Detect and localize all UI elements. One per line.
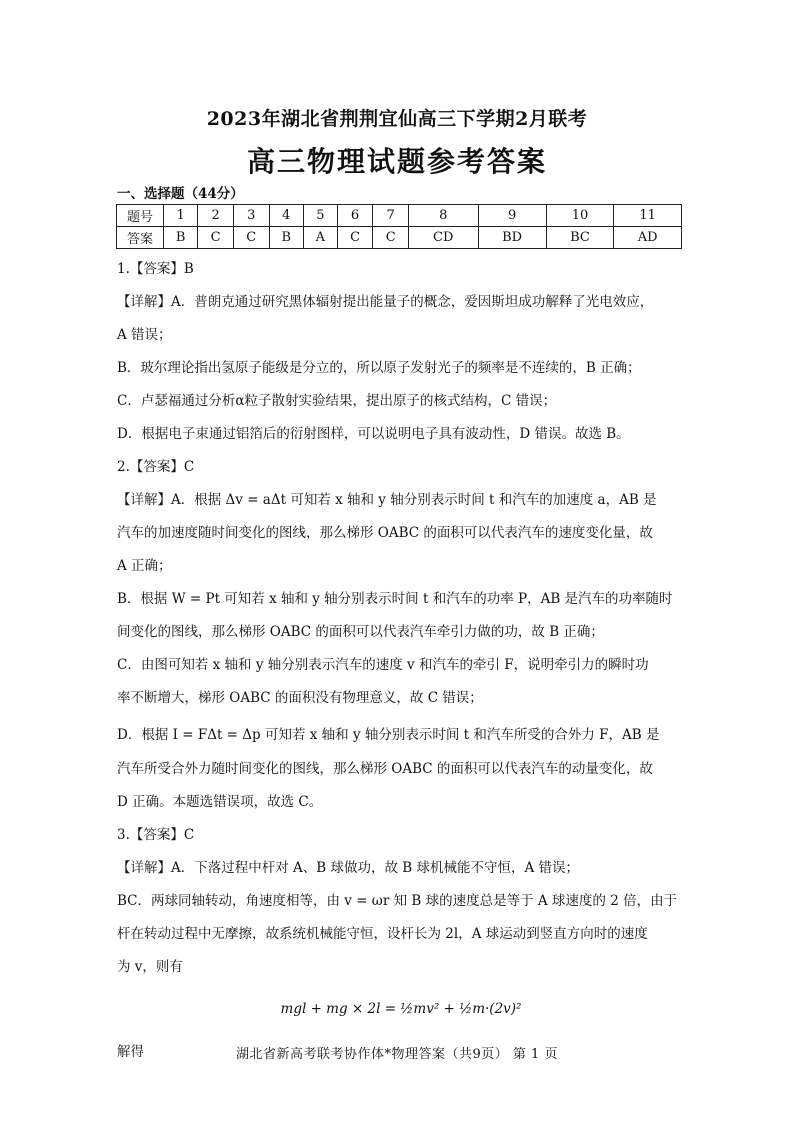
explanation-line: 【详解】A．根据 Δv = aΔt 可知若 x 轴和 y 轴分别表示时间 t 和汽车的加速度 a，AB 是 xyxy=(117,492,657,508)
explanation-line: 为 v，则有 xyxy=(117,959,183,975)
energy-equation: mgl + mg × 2l = ½mv² + ½m·(2v)² xyxy=(280,1001,522,1017)
explanation-line: 杆在转动过程中无摩擦，故系统机械能守恒，设杆长为 2l，A 球运动到竖直方向时的速度 xyxy=(117,926,648,942)
question-number-cell: 6 xyxy=(337,205,373,227)
answer-cell: B xyxy=(164,227,198,249)
page-footer: 湖北省新高考联考协作体*物理答案（共9页） 第 1 页 xyxy=(236,1047,558,1062)
answer-cell: BD xyxy=(478,227,546,249)
explanation-line: 间变化的图线，那么梯形 OABC 的面积可以代表汽车牵引力做的功，故 B 正确； xyxy=(117,624,604,640)
explanation-line: 解得 xyxy=(117,1044,144,1060)
answer-cell: AD xyxy=(614,227,682,249)
question-number-cell: 3 xyxy=(233,205,269,227)
explanation-line: C．由图可知若 x 轴和 y 轴分别表示汽车的速度 v 和汽车的牵引 F，说明牵引力的瞬时功 xyxy=(117,657,649,673)
row-header-answer: 答案 xyxy=(117,227,164,249)
explanation-line: A 正确； xyxy=(117,558,172,574)
question-number-cell: 10 xyxy=(546,205,613,227)
explanation-line: 【详解】A．下落过程中杆对 A、B 球做功，故 B 球机械能不守恒，A 错误； xyxy=(117,860,580,876)
answer-table xyxy=(116,204,682,249)
answer-cell: C xyxy=(233,227,269,249)
explanation-line: 率不断增大，梯形 OABC 的面积没有物理意义，故 C 错误； xyxy=(117,690,483,706)
answer-line-q2: 2.【答案】C xyxy=(117,459,195,475)
document-title: 高三物理试题参考答案 xyxy=(246,145,547,178)
explanation-line: D．根据 I = FΔt = Δp 可知若 x 轴和 y 轴分别表示时间 t 和汽车所受的合外力 F，AB 是 xyxy=(117,727,660,743)
exam-title: 2023年湖北省荆荆宜仙高三下学期2月联考 xyxy=(206,108,588,130)
row-header-question: 题号 xyxy=(117,205,164,227)
explanation-line: 【详解】A．普朗克通过研究黑体辐射提出能量子的概念，爱因斯坦成功解释了光电效应， xyxy=(117,294,654,310)
answer-cell: C xyxy=(373,227,409,249)
answer-row xyxy=(117,227,682,249)
question-number-cell: 5 xyxy=(303,205,337,227)
explanation-line: B．根据 W = Pt 可知若 x 轴和 y 轴分别表示时间 t 和汽车的功率 P，AB 是汽车的功率随时 xyxy=(117,591,673,607)
answer-line-q1: 1.【答案】B xyxy=(117,261,194,277)
answer-cell: B xyxy=(269,227,303,249)
answer-cell: BC xyxy=(546,227,613,249)
explanation-line: BC．两球同轴转动，角速度相等，由 v = ωr 知 B 球的速度总是等于 A 球速度的 2 倍，由于 xyxy=(117,893,678,909)
question-number-cell: 4 xyxy=(269,205,303,227)
explanation-line: D．根据电子束通过铝箔后的衍射图样，可以说明电子具有波动性，D 错误。故选 B。 xyxy=(117,426,630,442)
answer-line-q3: 3.【答案】C xyxy=(117,827,195,843)
question-number-cell: 7 xyxy=(373,205,409,227)
answer-cell: C xyxy=(198,227,234,249)
question-number-cell: 9 xyxy=(478,205,546,227)
answer-cell: A xyxy=(303,227,337,249)
solution-body xyxy=(117,258,685,1074)
question-number-cell: 11 xyxy=(614,205,682,227)
answer-cell: CD xyxy=(408,227,478,249)
explanation-line: 汽车所受合外力随时间变化的图线，那么梯形 OABC 的面积可以代表汽车的动量变化，故 xyxy=(117,761,653,777)
section-heading: 一、选择题（44分） xyxy=(117,186,244,202)
explanation-line: 汽车的加速度随时间变化的图线，那么梯形 OABC 的面积可以代表汽车的速度变化量，故 xyxy=(117,525,653,541)
question-number-row xyxy=(117,205,682,227)
question-number-cell: 8 xyxy=(408,205,478,227)
answer-cell: C xyxy=(337,227,373,249)
explanation-line: B．玻尔理论指出氢原子能级是分立的，所以原子发射光子的频率是不连续的，B 正确； xyxy=(117,360,641,376)
explanation-line: A 错误； xyxy=(117,327,172,343)
explanation-line: C．卢瑟福通过分析α粒子散射实验结果，提出原子的核式结构，C 错误； xyxy=(117,393,557,409)
question-number-cell: 2 xyxy=(198,205,234,227)
question-number-cell: 1 xyxy=(164,205,198,227)
explanation-line: D 正确。本题选错误项，故选 C。 xyxy=(117,794,323,810)
